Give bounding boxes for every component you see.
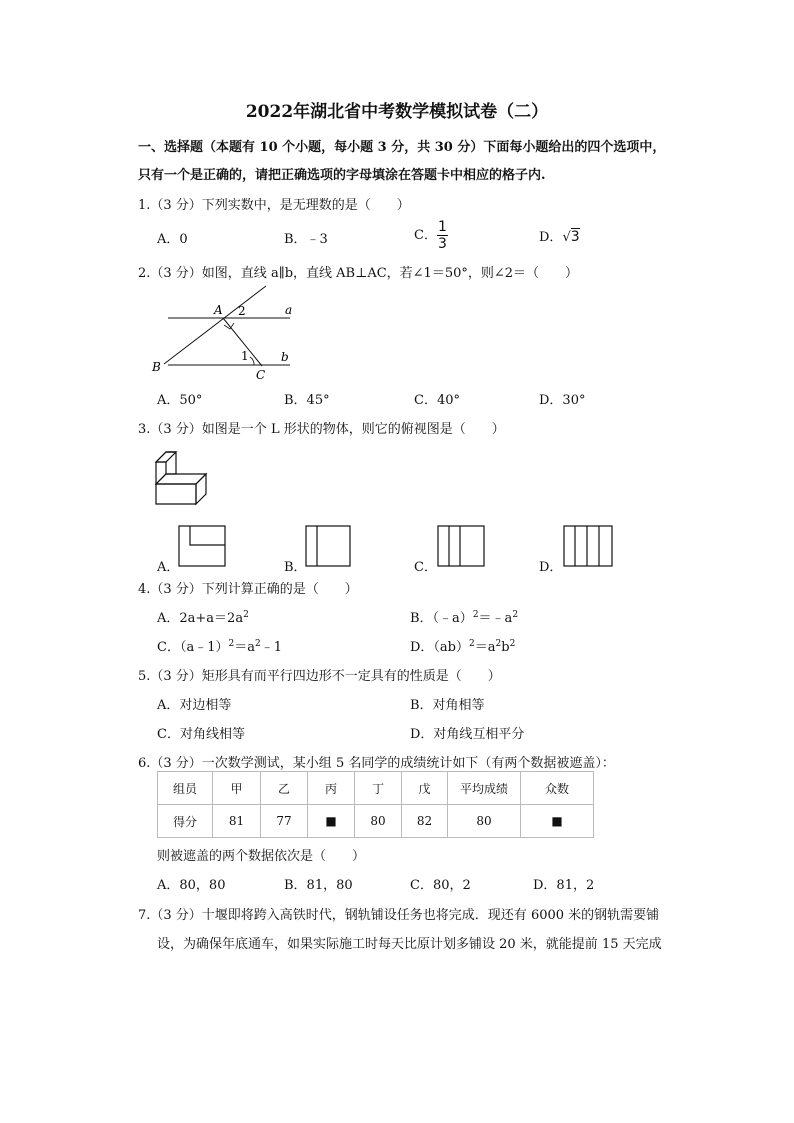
q3-option-d-label: D．: [539, 560, 563, 575]
q5-option-a: A．对边相等: [157, 698, 232, 713]
exponent: 2: [243, 610, 249, 620]
angle-2-label: 2: [238, 304, 246, 318]
q4-option-b: [410, 607, 518, 626]
q2-option-c: C．40°: [414, 393, 460, 408]
score-table: [157, 771, 594, 838]
q1-option-b: B．﹣3: [284, 232, 328, 247]
q4-d-text3: b: [501, 640, 510, 655]
exponent: 2: [495, 639, 502, 649]
question-7-line2: 设，为确保年底通车，如果实际施工时每天比原计划多铺设 20 米，就能提前 15 天完成: [157, 937, 662, 952]
angle-1-arc: [250, 357, 254, 365]
table-header-cell: 丙: [308, 772, 355, 805]
sqrt-icon: √: [562, 230, 571, 245]
q3-option-b-label: B．: [284, 560, 307, 575]
q3-option-b-figure: [305, 525, 351, 567]
table-header-cell: 众数: [521, 772, 594, 805]
l-shape-solid-figure: [152, 448, 214, 510]
q4-a-text: A．2a+a＝2a: [157, 611, 244, 626]
q5-option-d: D．对角线互相平分: [410, 727, 525, 742]
q4-d-text2: ＝a: [474, 640, 496, 655]
table-header-cell: 丁: [355, 772, 402, 805]
question-3-stem: 3.（3 分）如图是一个 L 形状的物体，则它的俯视图是（ ）: [138, 422, 505, 437]
point-b-label: B: [152, 360, 161, 374]
q4-d-text: D．（ab）: [410, 640, 469, 655]
fraction-numerator: 1: [437, 219, 447, 235]
q6-option-d: D．81，2: [533, 878, 595, 893]
q4-option-c: [157, 636, 282, 655]
question-2-stem: 2.（3 分）如图，直线 a∥b，直线 AB⊥AC，若∠1＝50°，则∠2＝（ ）: [138, 266, 579, 281]
q4-option-d: [410, 636, 515, 655]
q3-option-d-figure: [563, 525, 613, 567]
q4-c-text: C．（a﹣1）: [157, 640, 229, 655]
table-header-cell: 乙: [261, 772, 308, 805]
fraction: [437, 220, 448, 251]
table-header-cell: 甲: [213, 772, 261, 805]
parallel-lines-figure: [150, 282, 300, 382]
question-4-stem: 4.（3 分）下列计算正确的是（ ）: [138, 582, 358, 597]
table-header-cell: 组员: [158, 772, 213, 805]
q4-b-text2: ＝﹣a: [478, 611, 513, 626]
section-heading-line2: 只有一个是正确的，请把正确选项的字母填涂在答题卡中相应的格子内.: [138, 168, 546, 183]
q6-option-a: A．80，80: [157, 878, 226, 893]
table-cell: ■: [521, 805, 594, 838]
q1-option-d-label: D．: [539, 230, 563, 245]
q6-option-b: B．81，80: [284, 878, 353, 893]
fraction-denominator: 3: [437, 236, 447, 252]
table-cell: 77: [261, 805, 308, 838]
table-cell: 80: [355, 805, 402, 838]
q3-option-a-figure: [178, 525, 226, 567]
q2-option-b: B．45°: [284, 393, 330, 408]
line-b-label: b: [281, 350, 289, 364]
table-header-cell: 戊: [402, 772, 448, 805]
exponent: 2: [254, 639, 261, 649]
q1-option-a: A．0: [157, 232, 188, 247]
table-cell: 81: [213, 805, 261, 838]
q3-option-c-figure: [437, 525, 485, 567]
exponent: 2: [472, 610, 479, 620]
page-title: 2022年湖北省中考数学模拟试卷（二）: [245, 102, 549, 122]
exponent: 2: [512, 610, 519, 620]
table-cell: 80: [448, 805, 521, 838]
table-row: [158, 805, 594, 838]
point-a-label: A: [214, 303, 223, 317]
q4-option-a: [157, 607, 249, 626]
table-cell: 得分: [158, 805, 213, 838]
point-c-label: C: [256, 368, 266, 382]
q1-option-d: [539, 226, 580, 245]
radicand: 3: [570, 229, 580, 245]
section-heading-line1: 一、选择题（本题有 10 个小题，每小题 3 分，共 30 分）下面每小题给出的四个选项中，: [138, 140, 666, 155]
exponent: 2: [469, 639, 475, 649]
q4-c-text3: ﹣1: [260, 640, 282, 655]
table-header-row: [158, 772, 594, 805]
question-6-stem: 6.（3 分）一次数学测试，某小组 5 名同学的成绩统计如下（有两个数据被遮盖）：: [138, 756, 615, 771]
q4-b-text: B．（﹣a）: [410, 611, 473, 626]
exponent: 2: [509, 639, 516, 649]
q3-option-c-label: C．: [414, 560, 437, 575]
exponent: 2: [228, 639, 235, 649]
question-1-stem: 1.（3 分）下列实数中，是无理数的是（ ）: [138, 198, 410, 213]
q6-option-c: C．80，2: [410, 878, 471, 893]
angle-1-label: 1: [241, 349, 249, 363]
q1-option-c-label: C．: [414, 228, 437, 243]
question-5-stem: 5.（3 分）矩形具有而平行四边形不一定具有的性质是（ ）: [138, 669, 501, 684]
table-cell: 82: [402, 805, 448, 838]
q4-c-text2: ＝a: [234, 640, 255, 655]
q2-option-d: D．30°: [539, 393, 586, 408]
table-header-cell: 平均成绩: [448, 772, 521, 805]
q5-option-c: C．对角线相等: [157, 727, 245, 742]
q3-option-a-label: A．: [157, 560, 180, 575]
question-6-follow: 则被遮盖的两个数据依次是（ ）: [157, 849, 366, 864]
q2-option-a: A．50°: [157, 393, 203, 408]
question-7-line1: 7.（3 分）十堰即将跨入高铁时代，钢轨铺设任务也将完成．现还有 6000 米的钢轨需要铺: [138, 908, 660, 923]
q5-option-b: B．对角相等: [410, 698, 485, 713]
table-cell: ■: [308, 805, 355, 838]
line-a-label: a: [285, 303, 293, 317]
q1-option-c: [414, 220, 448, 251]
